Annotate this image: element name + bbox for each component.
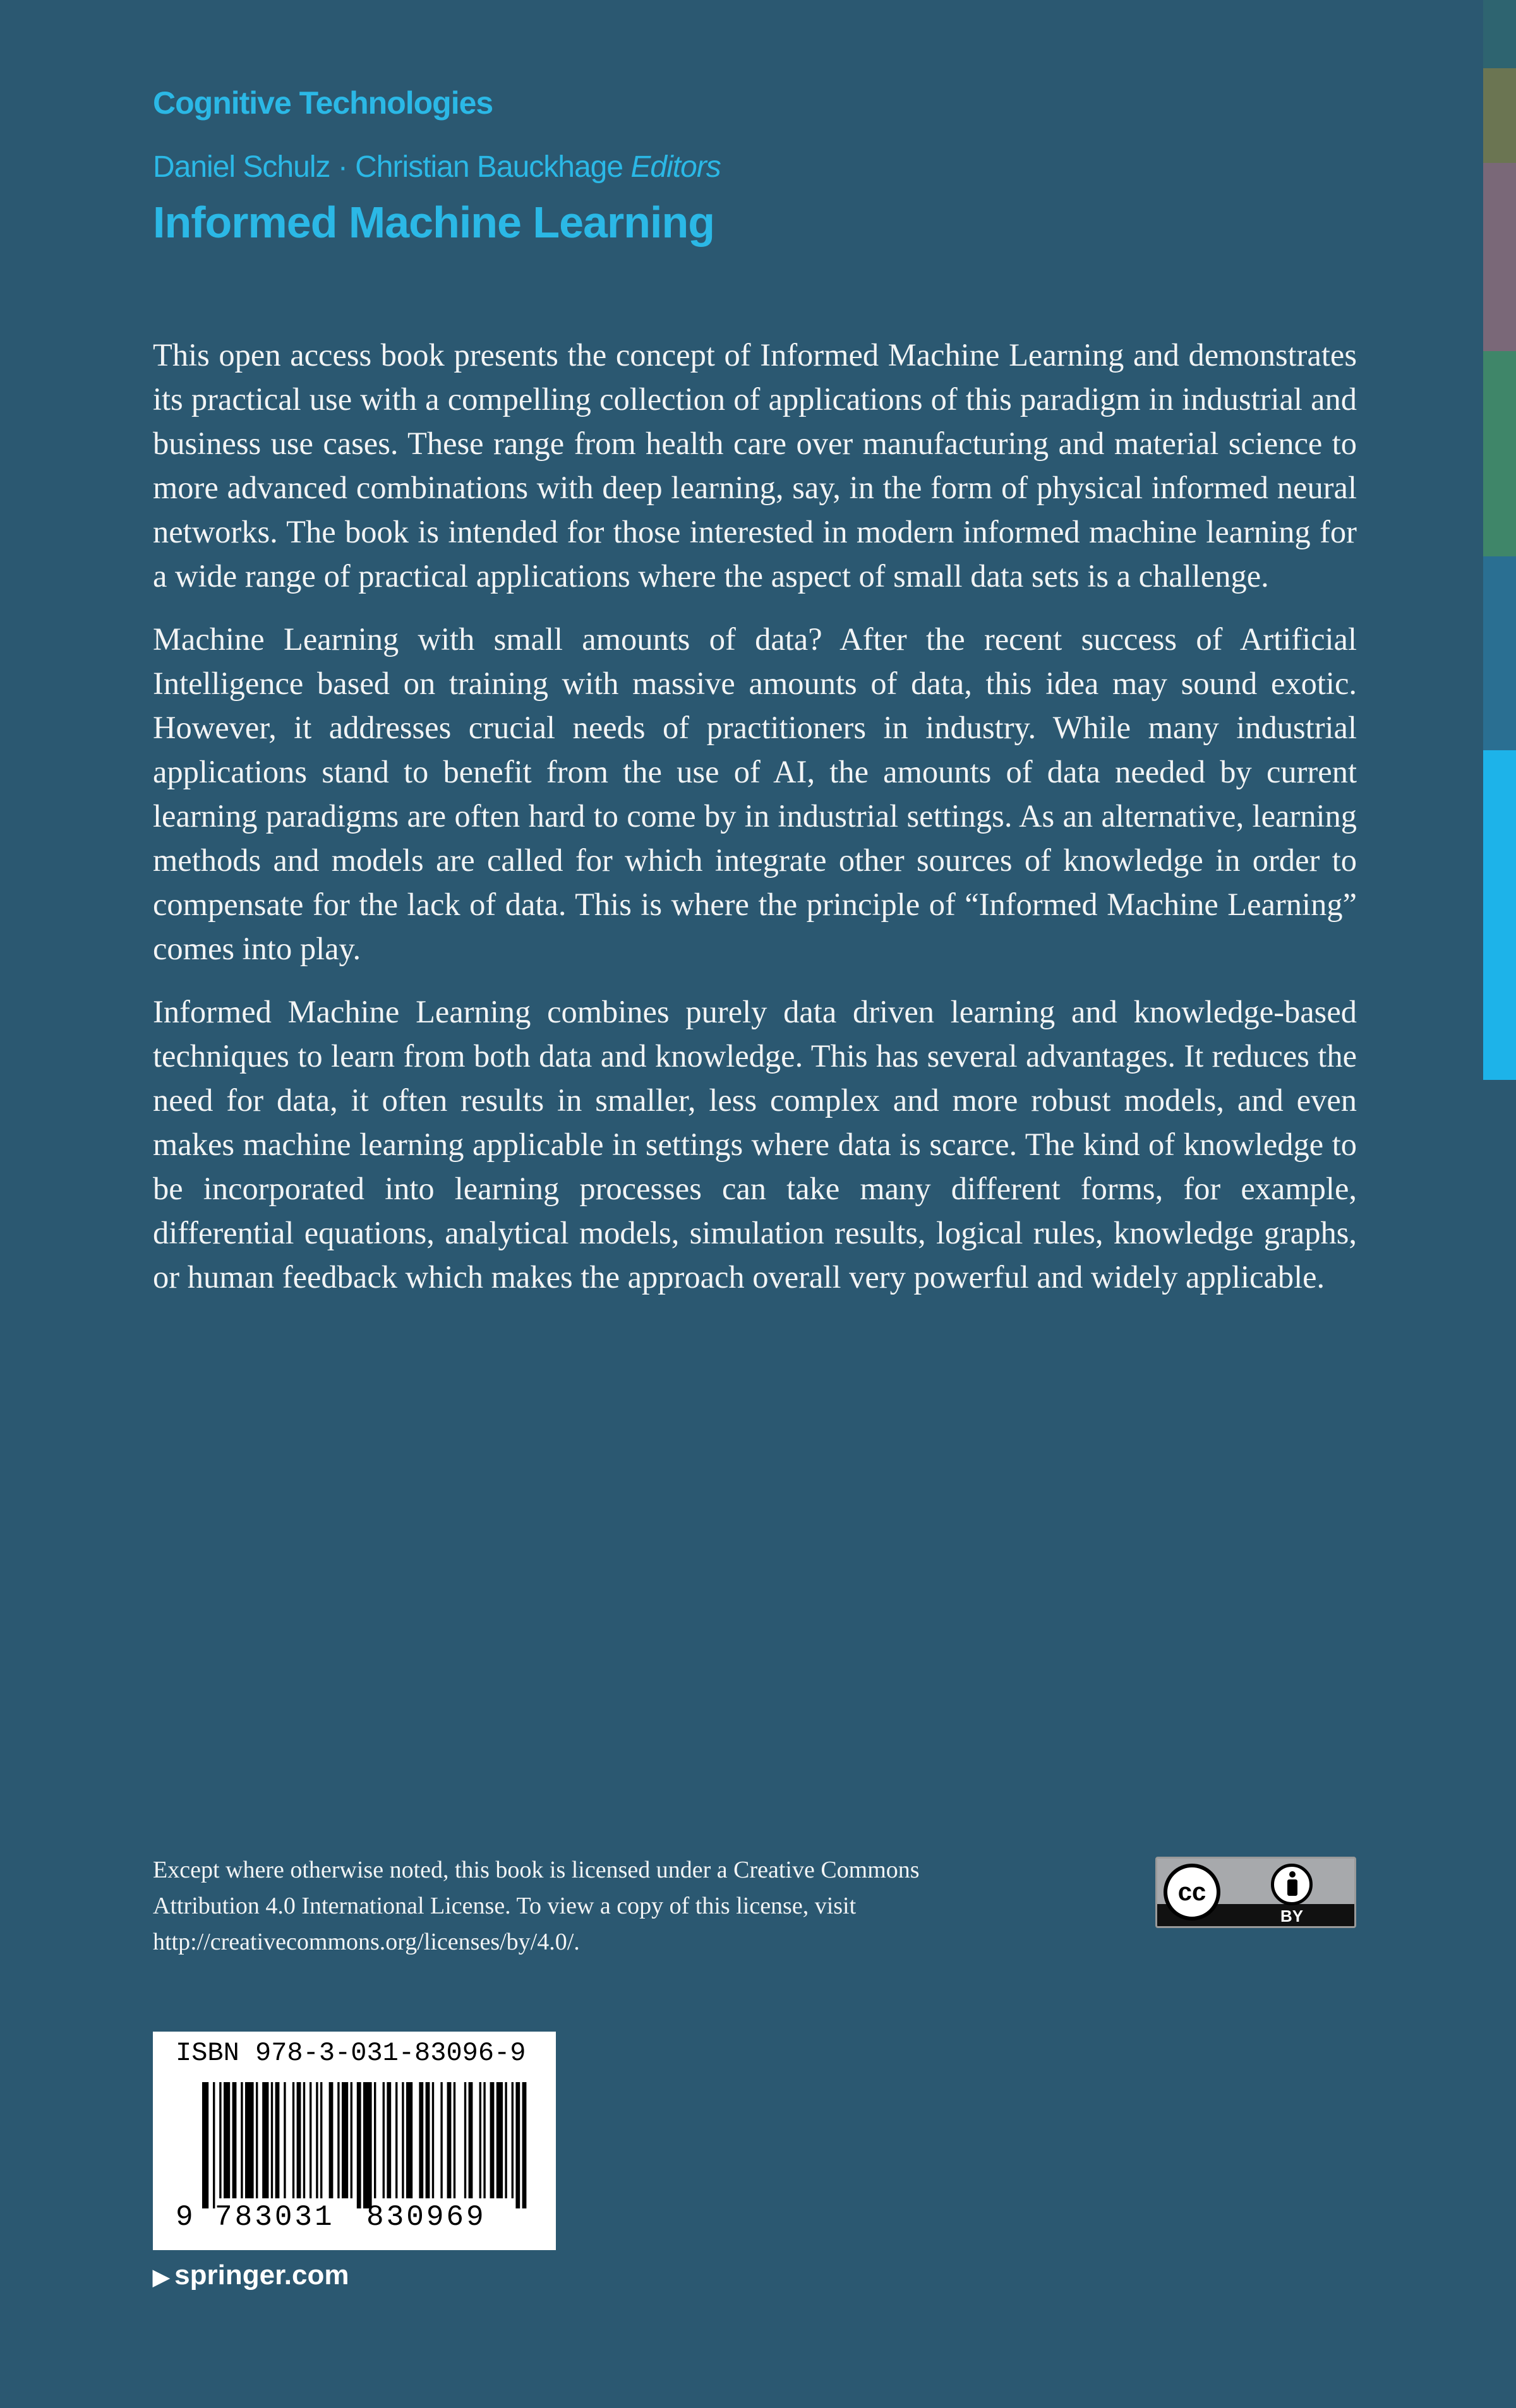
barcode-bar (402, 2082, 404, 2198)
barcode-bar (440, 2082, 442, 2198)
barcode-bar (329, 2082, 334, 2198)
blurb-paragraph: Informed Machine Learning combines purely data driven learning and knowledge-based techniques to learn from both data and knowledge. This has several advantages. It reduces the need for data, it often results in smaller, less complex and more robust models, and even makes machine learning applicable in settings where data is scarce. The kind of knowledge to be incorporated into learning processes can take many different forms, for example, differential equations, analytical models, simulation results, logical rules, knowledge graphs, or human feedback which makes the approach overall very powerful and widely applicable. (153, 994, 1357, 1295)
barcode-bar (395, 2082, 397, 2198)
isbn-digits-left: 783031 (215, 2201, 335, 2234)
blurb-paragraph: Machine Learning with small amounts of data? After the recent success of Artificial Intelligence based on training with massive amounts of data, this idea may sound exotic. However, it addresses crucial needs of practitioners in industry. While many industrial applications stand to benefit from the use of AI, the amounts of data needed by current learning paradigms are often hard to come by in industrial settings. As an alternative, learning methods and models are called for which integrate other sources of knowledge in order to compensate for the lack of data. This is where the principle of “Informed Machine Learning” comes into play. (153, 621, 1357, 966)
barcode-bar (224, 2082, 230, 2198)
license-notice: Except where otherwise noted, this book is licensed under a Creative Commons Attribution 4.0 International License. To view a copy of this license, visit http://creativecommons.org/licenses/by/4.0/. (153, 1857, 920, 1955)
barcode-bar (275, 2082, 280, 2198)
barcode-bar (245, 2082, 254, 2198)
creative-commons-icon: cc (1164, 1864, 1220, 1920)
barcode-bar (483, 2082, 485, 2198)
color-tab-strip (1483, 0, 1516, 1080)
cc-by-label: BY (1280, 1907, 1304, 1926)
barcode-bar (284, 2082, 286, 2198)
barcode-bar (515, 2082, 520, 2208)
cc-by-badge[interactable] (1155, 1857, 1356, 1928)
barcode-bar (469, 2082, 473, 2198)
barcode-bar (219, 2082, 221, 2198)
color-tab (1483, 0, 1516, 68)
barcode-bar (454, 2082, 455, 2198)
editors-role: Editors (630, 150, 721, 184)
triangle-right-icon: ▶ (153, 2265, 170, 2289)
barcode-bar (522, 2082, 527, 2208)
barcode-bar (292, 2082, 294, 2198)
isbn-lead-digit: 9 (176, 2201, 193, 2234)
barcode-bar (363, 2082, 372, 2208)
barcode-bar (320, 2082, 322, 2198)
barcode-bar (303, 2082, 305, 2198)
color-tab (1483, 351, 1516, 556)
book-title: Informed Machine Learning (153, 198, 714, 247)
barcode-bars (153, 2032, 556, 2250)
blurb (153, 333, 1357, 1318)
barcode-bar (271, 2082, 273, 2198)
barcode-bar (419, 2082, 423, 2198)
publisher-link-text: springer.com (174, 2260, 349, 2291)
editors-line (153, 150, 721, 184)
barcode-bar (374, 2082, 376, 2198)
barcode-bar (432, 2082, 434, 2198)
color-tab (1483, 556, 1516, 750)
barcode-bar (213, 2082, 215, 2208)
color-tab (1483, 68, 1516, 163)
barcode-bar (297, 2082, 301, 2198)
barcode-bar (337, 2082, 339, 2198)
color-tab (1483, 750, 1516, 1080)
publisher-link[interactable] (153, 2260, 349, 2291)
barcode-bar (479, 2082, 481, 2198)
barcode-bar (202, 2082, 208, 2208)
barcode-bar (256, 2082, 258, 2198)
barcode-bar (351, 2082, 352, 2198)
isbn-digits-right: 830969 (366, 2201, 486, 2234)
barcode-bar (426, 2082, 430, 2198)
color-tab (1483, 163, 1516, 351)
barcode-bar (383, 2082, 385, 2198)
editor-names: Daniel Schulz · Christian Bauckhage (153, 150, 623, 184)
barcode-bar (387, 2082, 391, 2198)
barcode-bar (496, 2082, 503, 2198)
barcode-bar (342, 2082, 348, 2198)
barcode-bar (505, 2082, 507, 2198)
barcode-bar (406, 2082, 412, 2198)
barcode-bar (464, 2082, 466, 2198)
barcode-bar (447, 2082, 452, 2198)
series-name: Cognitive Technologies (153, 85, 493, 121)
barcode-bar (316, 2082, 318, 2198)
barcode-bar (241, 2082, 243, 2198)
isbn-barcode (153, 2032, 556, 2250)
blurb-paragraph: This open access book presents the concept of Informed Machine Learning and demonstrates its practical use with a compelling collection of applications of this paradigm in industrial and business use cases. These range from health care over manufacturing and material science to more advanced combinations with deep learning, say, in the form of physical informed neural networks. The book is intended for those interested in modern informed machine learning for a wide range of practical applications where the aspect of small data sets is a challenge. (153, 337, 1357, 594)
isbn-label: ISBN 978-3-031-83096-9 (176, 2038, 526, 2068)
attribution-person-icon (1271, 1864, 1313, 1905)
barcode-bar (310, 2082, 311, 2198)
barcode-bar (232, 2082, 237, 2198)
barcode-bar (512, 2082, 514, 2198)
barcode-bar (262, 2082, 268, 2198)
barcode-bar (490, 2082, 495, 2198)
barcode-bar (357, 2082, 361, 2208)
